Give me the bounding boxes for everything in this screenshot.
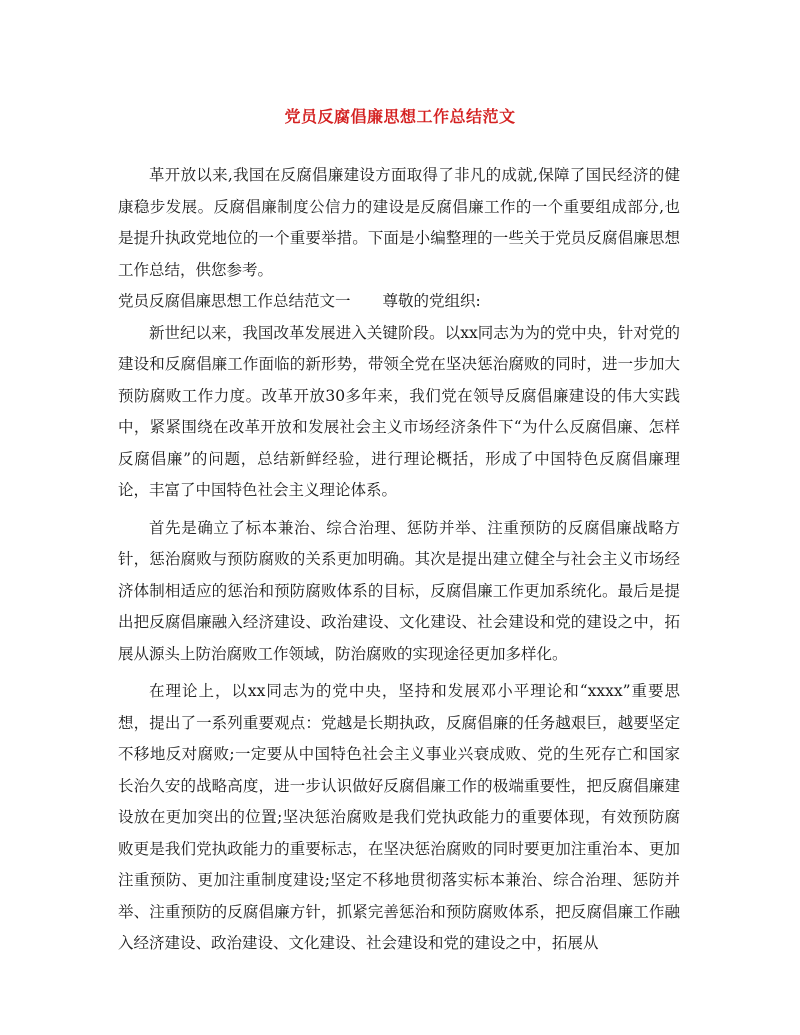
greeting: 尊敬的党组织: [382, 292, 481, 310]
document-title: 党员反腐倡廉思想工作总结范文 [284, 107, 516, 126]
body-paragraph-1: 新世纪以来，我国改革发展进入关键阶段。以xx同志为为的党中央，针对党的建设和反腐倡廉工作面临的新形势，带领全党在坚决惩治腐败的同时，进一步加大预防腐败工作力度。改革开放30多年来，我们党在领导反腐倡廉建设的伟大实践中，紧紧围绕在改革开放和发展社会主义市场经济条件下“为什么反腐倡廉、怎样反腐倡廉”的问题，总结新鲜经验，进行理论概括，形成了中国特色反腐倡廉理论，丰富了中国特色社会主义理论体系。 [118, 323, 680, 499]
document-body [118, 160, 680, 960]
body-paragraph-3: 在理论上，以xx同志为的党中央，坚持和发展邓小平理论和“xxxx”重要思想，提出了一系列重要观点：党越是长期执政，反腐倡廉的任务越艰巨，越要坚定不移地反对腐败;一定要从中国特色社会主义事业兴衰成败、党的生死存亡和国家长治久安的战略高度，进一步认识做好反腐倡廉工作的极端重要性，把反腐倡廉建设放在更加突出的位置;坚决惩治腐败是我们党执政能力的重要体现，有效预防腐败更是我们党执政能力的重要标志，在坚决惩治腐败的同时要更加注重治本、更加注重预防、更加注重制度建设;坚定不移地贯彻落实标本兼治、综合治理、惩防并举、注重预防的反腐倡廉方针，抓紧完善惩治和预防腐败体系，把反腐倡廉工作融入经济建设、政治建设、文化建设、社会建设和党的建设之中，拓展从 [118, 682, 680, 952]
section-title: 党员反腐倡廉思想工作总结范文一 [118, 292, 351, 310]
intro-paragraph: 革开放以来,我国在反腐倡廉建设方面取得了非凡的成就,保障了国民经济的健康稳步发展。反腐倡廉制度公信力的建设是反腐倡廉工作的一个重要组成部分,也是提升执政党地位的一个重要举措。下面是小编整理的一些关于党员反腐倡廉思想工作总结，供您参考。 [118, 166, 680, 279]
body-paragraph-2: 首先是确立了标本兼治、综合治理、惩防并举、注重预防的反腐倡廉战略方针，惩治腐败与预防腐败的关系更加明确。其次是提出建立健全与社会主义市场经济体制相适应的惩治和预防腐败体系的目标，反腐倡廉工作更加系统化。最后是提出把反腐倡廉融入经济建设、政治建设、文化建设、社会建设和党的建设之中，拓展从源头上防治腐败工作领域，防治腐败的实现途径更加多样化。 [118, 518, 680, 663]
section-heading-line [118, 286, 680, 318]
